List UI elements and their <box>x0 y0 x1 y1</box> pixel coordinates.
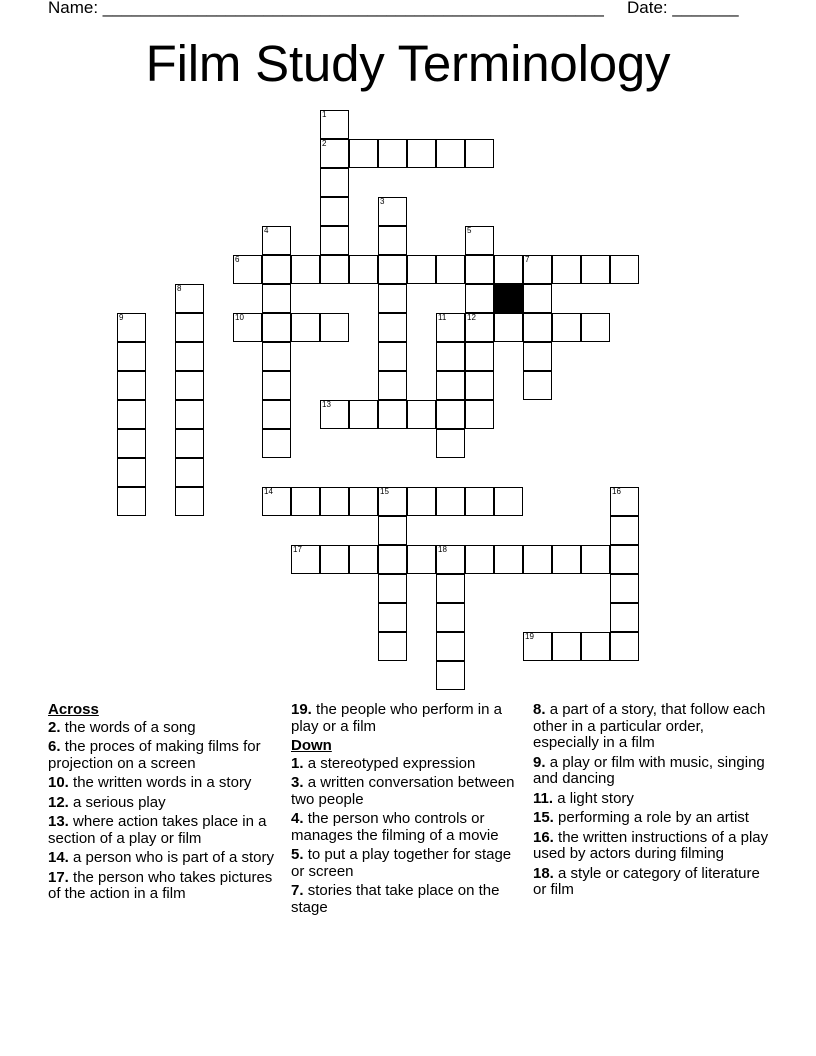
grid-cell[interactable] <box>407 400 436 429</box>
clue-down-9: 9. a play or film with music, singing and dancing <box>533 753 765 787</box>
grid-cell[interactable] <box>465 226 494 255</box>
grid-cell[interactable] <box>378 487 407 516</box>
clue-number: 9 <box>119 313 124 322</box>
grid-cell[interactable] <box>465 342 494 371</box>
grid-cell[interactable] <box>378 545 407 574</box>
clue-number: 4 <box>264 226 269 235</box>
grid-cell[interactable] <box>378 371 407 400</box>
clue-column-2 <box>291 702 521 919</box>
grid-cell[interactable] <box>175 458 204 487</box>
clue-number: 17 <box>293 545 302 554</box>
grid-cell[interactable] <box>175 342 204 371</box>
grid-cell[interactable] <box>465 545 494 574</box>
grid-cell[interactable] <box>349 400 378 429</box>
grid-cell[interactable] <box>610 545 639 574</box>
clue-column-3 <box>533 702 769 902</box>
name-field[interactable]: Name: _____________________________________________________ <box>48 0 604 17</box>
clue-number: 11 <box>438 313 447 322</box>
grid-cell[interactable] <box>117 313 146 342</box>
grid-cell[interactable] <box>581 632 610 661</box>
grid-cell[interactable] <box>494 545 523 574</box>
clue-down-7: 7. stories that take place on the stage <box>291 882 500 916</box>
grid-cell[interactable] <box>262 342 291 371</box>
grid-cell[interactable] <box>436 603 465 632</box>
grid-cell[interactable] <box>320 168 349 197</box>
clue-across-2: 2. the words of a song <box>48 718 196 736</box>
grid-cell[interactable] <box>610 487 639 516</box>
clue-down-5: 5. to put a play together for stage or screen <box>291 846 512 880</box>
clue-number: 2 <box>322 139 327 148</box>
clue-down-8: 8. a part of a story, that follow each other in a particular order, especially in a film <box>533 701 766 751</box>
clue-across-13: 13. where action takes place in a section of a play or film <box>48 813 267 847</box>
grid-cell[interactable] <box>436 632 465 661</box>
grid-cell[interactable] <box>552 545 581 574</box>
clue-number: 10 <box>235 313 244 322</box>
grid-cell[interactable] <box>349 255 378 284</box>
grid-cell[interactable] <box>320 139 349 168</box>
grid-cell[interactable] <box>378 400 407 429</box>
grid-cell[interactable] <box>262 487 291 516</box>
grid-cell[interactable] <box>320 197 349 226</box>
grid-cell[interactable] <box>407 487 436 516</box>
grid-cell[interactable] <box>436 429 465 458</box>
clue-number: 6 <box>235 255 240 264</box>
clue-across-6: 6. the proces of making films for projection on a screen <box>48 738 261 772</box>
grid-cell[interactable] <box>610 603 639 632</box>
grid-cell[interactable] <box>610 255 639 284</box>
grid-cell[interactable] <box>117 429 146 458</box>
grid-cell[interactable] <box>436 661 465 690</box>
grid-cell[interactable] <box>320 487 349 516</box>
grid-cell[interactable] <box>175 400 204 429</box>
clue-across-17: 17. the person who takes pictures of the action in a film <box>48 868 273 902</box>
grid-cell[interactable] <box>291 255 320 284</box>
grid-cell[interactable] <box>465 313 494 342</box>
grid-cell[interactable] <box>378 226 407 255</box>
grid-cell[interactable] <box>407 545 436 574</box>
grid-cell[interactable] <box>523 371 552 400</box>
grid-cell[interactable] <box>494 313 523 342</box>
clue-number: 13 <box>322 400 331 409</box>
grid-cell[interactable] <box>349 487 378 516</box>
grid-cell[interactable] <box>552 632 581 661</box>
black-cell <box>494 284 523 313</box>
grid-cell[interactable] <box>407 139 436 168</box>
grid-cell[interactable] <box>552 313 581 342</box>
grid-cell[interactable] <box>262 284 291 313</box>
grid-cell[interactable] <box>320 313 349 342</box>
clue-down-11: 11. a light story <box>533 789 634 807</box>
down-heading: Down <box>291 737 332 754</box>
grid-cell[interactable] <box>465 371 494 400</box>
grid-cell[interactable] <box>378 342 407 371</box>
grid-cell[interactable] <box>523 255 552 284</box>
grid-cell[interactable] <box>320 545 349 574</box>
clue-number: 19 <box>525 632 534 641</box>
grid-cell[interactable] <box>262 313 291 342</box>
grid-cell[interactable] <box>523 545 552 574</box>
clue-number: 14 <box>264 487 273 496</box>
clue-down-4: 4. the person who controls or manages the filming of a movie <box>291 810 499 844</box>
clue-across-10: 10. the written words in a story <box>48 774 252 791</box>
grid-cell[interactable] <box>465 255 494 284</box>
grid-cell[interactable] <box>291 487 320 516</box>
grid-cell[interactable] <box>523 313 552 342</box>
grid-cell[interactable] <box>581 255 610 284</box>
grid-cell[interactable] <box>523 284 552 313</box>
grid-cell[interactable] <box>378 516 407 545</box>
grid-cell[interactable] <box>349 545 378 574</box>
grid-cell[interactable] <box>378 255 407 284</box>
clue-across-14: 14. a person who is part of a story <box>48 849 274 866</box>
clue-number: 7 <box>525 255 530 264</box>
grid-cell[interactable] <box>233 313 262 342</box>
grid-cell[interactable] <box>117 458 146 487</box>
grid-cell[interactable] <box>494 487 523 516</box>
clue-down-15: 15. performing a role by an artist <box>533 809 749 826</box>
clue-across-12: 12. a serious play <box>48 793 166 811</box>
grid-cell[interactable] <box>117 371 146 400</box>
clue-down-18: 18. a style or category of literature or film <box>533 864 760 898</box>
grid-cell[interactable] <box>378 574 407 603</box>
clue-number: 12 <box>467 313 476 322</box>
grid-cell[interactable] <box>320 226 349 255</box>
grid-cell[interactable] <box>407 255 436 284</box>
grid-cell[interactable] <box>117 487 146 516</box>
grid-cell[interactable] <box>436 371 465 400</box>
clue-number: 18 <box>438 545 447 554</box>
grid-cell[interactable] <box>175 371 204 400</box>
page-title: Film Study Terminology <box>145 35 671 92</box>
grid-cell[interactable] <box>436 139 465 168</box>
grid-cell[interactable] <box>175 284 204 313</box>
grid-cell[interactable] <box>320 110 349 139</box>
grid-cell[interactable] <box>610 574 639 603</box>
grid-cell[interactable] <box>610 632 639 661</box>
clue-across-19: 19. the people who perform in a play or a film <box>291 701 502 735</box>
grid-cell[interactable] <box>262 255 291 284</box>
grid-cell[interactable] <box>291 545 320 574</box>
grid-cell[interactable] <box>581 313 610 342</box>
grid-cell[interactable] <box>117 400 146 429</box>
grid-cell[interactable] <box>262 226 291 255</box>
clue-down-3: 3. a written conversation between two people <box>291 774 515 808</box>
grid-cell[interactable] <box>436 342 465 371</box>
across-heading: Across <box>48 701 99 718</box>
clue-number: 3 <box>380 197 385 206</box>
grid-cell[interactable] <box>378 139 407 168</box>
grid-cell[interactable] <box>378 284 407 313</box>
grid-cell[interactable] <box>436 255 465 284</box>
grid-cell[interactable] <box>175 429 204 458</box>
grid-cell[interactable] <box>378 197 407 226</box>
grid-cell[interactable] <box>291 313 320 342</box>
grid-cell[interactable] <box>436 545 465 574</box>
grid-cell[interactable] <box>320 255 349 284</box>
clue-down-16: 16. the written instructions of a play used by actors during filming <box>533 828 769 862</box>
grid-cell[interactable] <box>175 313 204 342</box>
grid-cell[interactable] <box>465 139 494 168</box>
date-field[interactable]: Date: _______ <box>627 0 739 17</box>
grid-cell[interactable] <box>117 342 146 371</box>
grid-cell[interactable] <box>581 545 610 574</box>
grid-cell[interactable] <box>320 400 349 429</box>
grid-cell[interactable] <box>262 400 291 429</box>
grid-cell[interactable] <box>436 574 465 603</box>
grid-cell[interactable] <box>262 429 291 458</box>
grid-cell[interactable] <box>436 487 465 516</box>
grid-cell[interactable] <box>465 487 494 516</box>
grid-cell[interactable] <box>378 313 407 342</box>
clue-number: 1 <box>322 110 327 119</box>
grid-cell[interactable] <box>378 632 407 661</box>
grid-cell[interactable] <box>436 400 465 429</box>
clue-number: 8 <box>177 284 182 293</box>
grid-cell[interactable] <box>349 139 378 168</box>
grid-cell[interactable] <box>610 516 639 545</box>
grid-cell[interactable] <box>262 371 291 400</box>
grid-cell[interactable] <box>465 284 494 313</box>
clue-number: 5 <box>467 226 472 235</box>
grid-cell[interactable] <box>378 603 407 632</box>
grid-cell[interactable] <box>175 487 204 516</box>
clue-number: 16 <box>612 487 621 496</box>
grid-cell[interactable] <box>465 400 494 429</box>
clue-number: 15 <box>380 487 389 496</box>
grid-cell[interactable] <box>523 342 552 371</box>
grid-cell[interactable] <box>552 255 581 284</box>
clue-down-1: 1. a stereotyped expression <box>291 754 476 772</box>
grid-cell[interactable] <box>436 313 465 342</box>
grid-cell[interactable] <box>523 632 552 661</box>
grid-cell[interactable] <box>233 255 262 284</box>
clue-column-1 <box>48 702 284 906</box>
grid-cell[interactable] <box>494 255 523 284</box>
